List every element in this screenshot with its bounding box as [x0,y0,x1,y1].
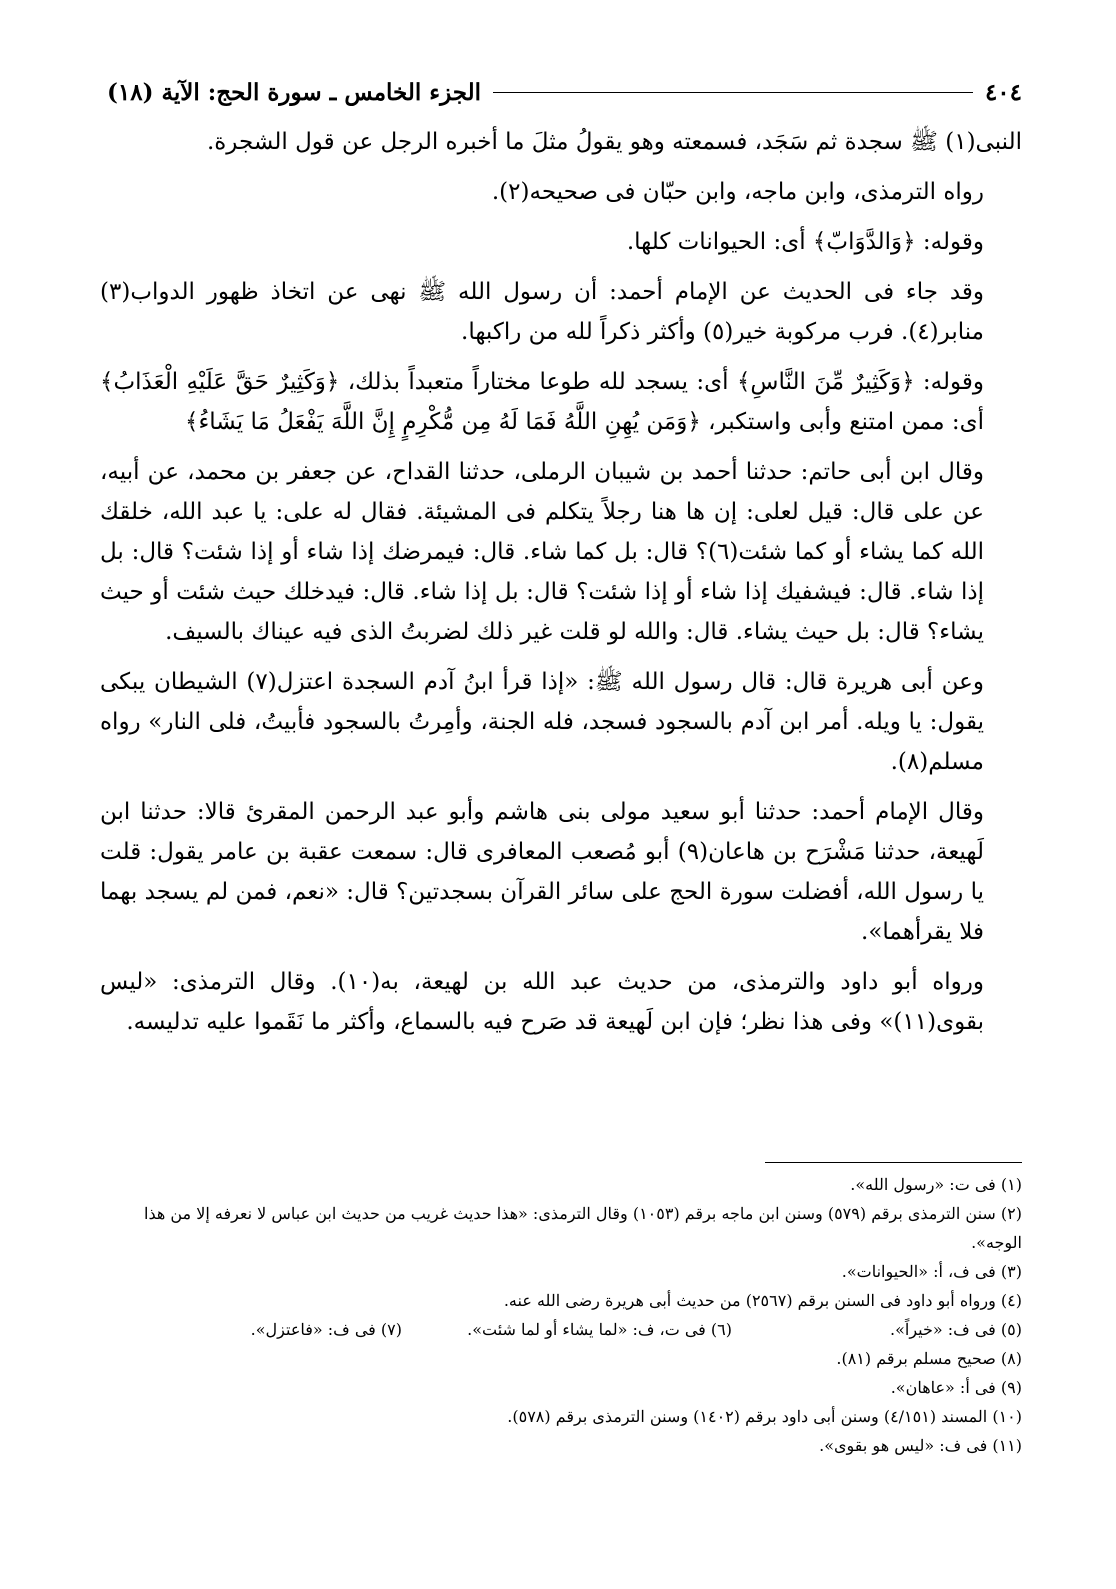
paragraph-2: رواه الترمذى، وابن ماجه، وابن حبّان فى صحيحه(٢). [491,179,984,205]
header-rule [493,92,973,93]
header-title: الجزء الخامس ـ سورة الحج: الآية (١٨) [107,78,482,106]
footnote-3: (٣) فى ف، أ: «الحيوانات». [841,1262,1022,1281]
running-header [107,72,1022,112]
footnote-4: (٤) ورواه أبو داود فى السنن برقم (٢٥٦٧) من حديث أبى هريرة رضى الله عنه. [503,1291,1022,1310]
footnote-5: (٥) فى ف: «خيراً». [890,1320,1022,1339]
paragraph-6: وقال ابن أبى حاتم: حدثنا أحمد بن شيبان الرملى، حدثنا القداح، عن جعفر بن محمد، عن أبيه، عن على قال: قيل لعلى: إن ها هنا رجلاً يتكلم فى المشيئة. فقال له على: يا عبد الله، خلقك الله كما يشاء أو كما شئت(٦)؟ قال: بل كما شاء. قال: فيمرضك إذا شاء أو إذا شئت؟ قال: بل إذا شاء. قال: فيشفيك إذا شاء أو إذا شئت؟ قال: بل إذا شاء. قال: فيدخلك حيث شئت أو حيث يشاء؟ قال: بل حيث يشاء. قال: والله لو قلت غير ذلك لضربتُ الذى فيه عيناك بالسيف. [100,459,984,645]
page-number: ٤٠٤ [984,78,1022,106]
footnotes [100,1170,1022,1460]
footnote-6: (٦) فى ت، ف: «لما يشاء أو لما شئت». [467,1320,732,1339]
footnote-row-5-7 [100,1315,1022,1344]
footnote-2: (٢) سنن الترمذى برقم (٥٧٩) وسنن ابن ماجه برقم (١٠٥٣) وقال الترمذى: «هذا حديث غريب من حديث ابن عباس لا نعرفه إلا من هذا الوجه». [144,1204,1022,1252]
main-text [100,122,1022,1052]
paragraph-4: وقد جاء فى الحديث عن الإمام أحمد: أن رسول الله ﷺ نهى عن اتخاذ ظهور الدواب(٣) منابر(٤). فرب مركوبة خير(٥) وأكثر ذكراً لله من راكبها. [100,279,984,345]
paragraph-3: وقوله: ﴿وَالدَّوَابّ﴾ أى: الحيوانات كلها. [626,229,984,255]
footnote-separator [765,1162,1022,1163]
footnote-1: (١) فى ت: «رسول الله». [850,1175,1022,1194]
footnote-9: (٩) فى أ: «عاهان». [890,1378,1022,1397]
footnote-10: (١٠) المسند (٤/١٥١) وسنن أبى داود برقم (١٤٠٢) وسنن الترمذى برقم (٥٧٨). [507,1407,1022,1426]
paragraph-9: ورواه أبو داود والترمذى، من حديث عبد الله بن لهيعة، به(١٠). وقال الترمذى: «ليس بقوى(١١)» وفى هذا نظر؛ فإن ابن لَهيعة قد صَرح فيه بالسماع، وأكثر ما نَقَموا عليه تدليسه. [100,969,984,1035]
footnote-7: (٧) فى ف: «فاعتزل». [250,1320,402,1339]
paragraph-1: النبى(١) ﷺ سجدة ثم سَجَد، فسمعته وهو يقولُ مثلَ ما أخبره الرجل عن قول الشجرة. [206,129,1022,155]
footnote-8: (٨) صحيح مسلم برقم (٨١). [836,1349,1022,1368]
paragraph-5: وقوله: ﴿وَكَثِيرٌ مِّنَ النَّاسِ﴾ أى: يسجد لله طوعا مختاراً متعبداً بذلك، ﴿وَكَثِيرٌ حَقَّ عَلَيْهِ الْعَذَابُ﴾ أى: ممن امتنع وأبى واستكبر، ﴿وَمَن يُهِنِ اللَّهُ فَمَا لَهُ مِن مُّكْرِمٍ إِنَّ اللَّهَ يَفْعَلُ مَا يَشَاءُ﴾ [100,369,985,435]
paragraph-8: وقال الإمام أحمد: حدثنا أبو سعيد مولى بنى هاشم وأبو عبد الرحمن المقرئ قالا: حدثنا ابن لَهيعة، حدثنا مَشْرَح بن هاعان(٩) أبو مُصعب المعافرى قال: سمعت عقبة بن عامر يقول: قلت يا رسول الله، أفضلت سورة الحج على سائر القرآن بسجدتين؟ قال: «نعم، فمن لم يسجد بهما فلا يقرأهما». [100,799,984,945]
footnote-11: (١١) فى ف: «ليس هو بقوى». [819,1436,1022,1455]
paragraph-7: وعن أبى هريرة قال: قال رسول الله ﷺ: «إذا قرأ ابنُ آدم السجدة اعتزل(٧) الشيطان يبكى يقول: يا ويله. أمر ابن آدم بالسجود فسجد، فله الجنة، وأمِرتُ بالسجود فأبيتُ، فلى النار» رواه مسلم(٨). [100,669,984,775]
